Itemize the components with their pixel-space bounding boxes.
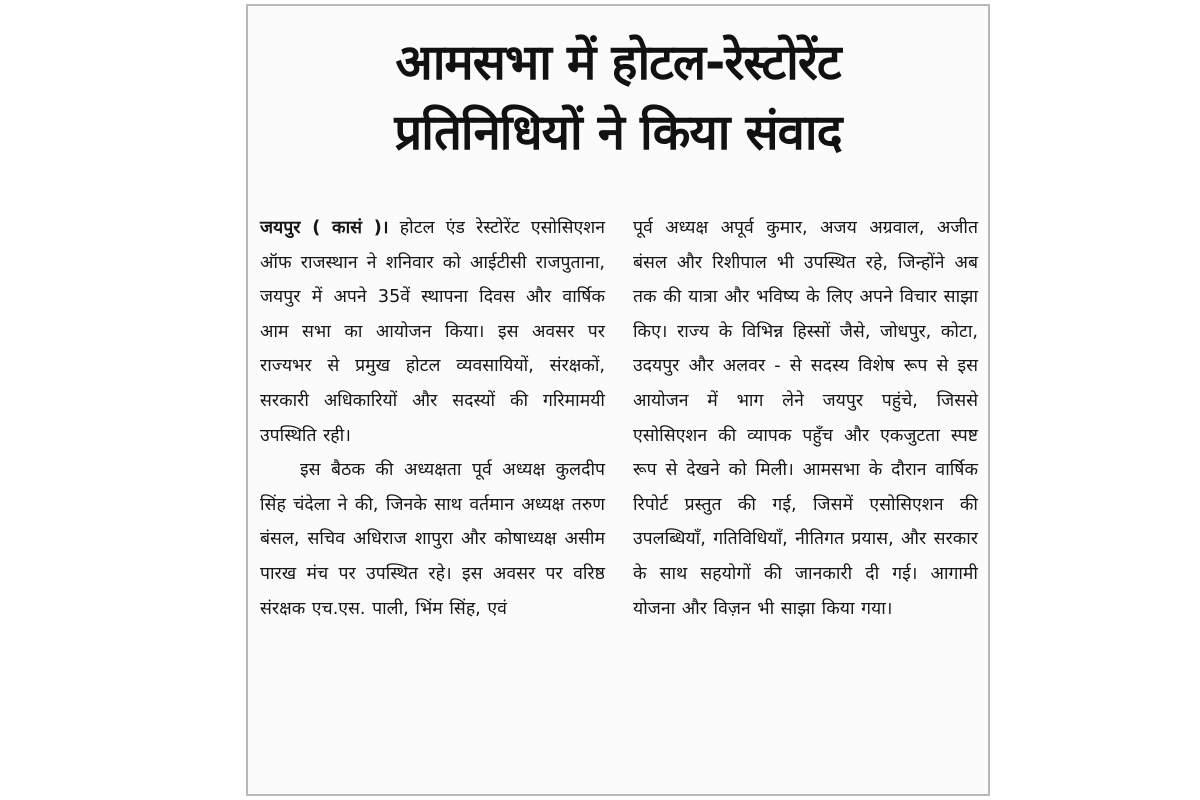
paragraph-1 (260, 211, 605, 453)
news-clipping (246, 4, 990, 796)
paragraph-3: पूर्व अध्यक्ष अपूर्व कुमार, अजय अग्रवाल, अजीत बंसल और रिशीपाल भी उपस्थित रहे, जिन्होंने अब तक की यात्रा और भविष्य के लिए अपने विचार साझा किए। राज्य के विभिन्न हिस्सों जैसे, जोधपुर, कोटा, उदयपुर और अलवर - से सदस्य विशेष रूप से इस आयोजन में भाग लेने जयपुर पहुंचे, जिससे एसोसिएशन की व्यापक पहुँच और एकजुटता स्पष्ट रूप से देखने को मिली। आमसभा के दौरान वार्षिक रिपोर्ट प्रस्तुत की गई, जिसमें एसोसिएशन की उपलब्धियाँ, गतिविधियाँ, नीतिगत प्रयास, और सरकार के साथ सहयोगों की जानकारी दी गई। आगामी योजना और विज़न भी साझा किया गया। (633, 218, 978, 619)
paragraph-1-text: होटल एंड रेस्टोरेंट एसोसिएशन ऑफ राजस्थान ने शनिवार को आईटीसी राजपुताना, जयपुर में अपने 35वें स्थापना दिवस और वार्षिक आम सभा का आयोजन किया। इस अवसर पर राज्यभर से प्रमुख होटल व्यवसायियों, संरक्षकों, सरकारी अधिकारियों और सदस्यों की गरिमामयी उपस्थिति रही। (260, 218, 606, 446)
article-body (260, 211, 978, 786)
headline (248, 28, 988, 168)
column-left (260, 211, 605, 786)
dateline: जयपुर ( कासं )। (260, 218, 389, 238)
headline-line-1: आमसभा में होटल-रेस्टोरेंट (395, 34, 841, 91)
headline-line-2: प्रतिनिधियों ने किया संवाद (394, 104, 842, 161)
paragraph-2: इस बैठक की अध्यक्षता पूर्व अध्यक्ष कुलदीप सिंह चंदेला ने की, जिनके साथ वर्तमान अध्यक्ष तरुण बंसल, सचिव अधिराज शापुरा और कोषाध्यक्ष असीम पारख मंच पर उपस्थित रहे। इस अवसर पर वरिष्ठ संरक्षक एच.एस. पाली, भिंम सिंह, एवं (260, 460, 605, 619)
column-right (633, 211, 978, 786)
